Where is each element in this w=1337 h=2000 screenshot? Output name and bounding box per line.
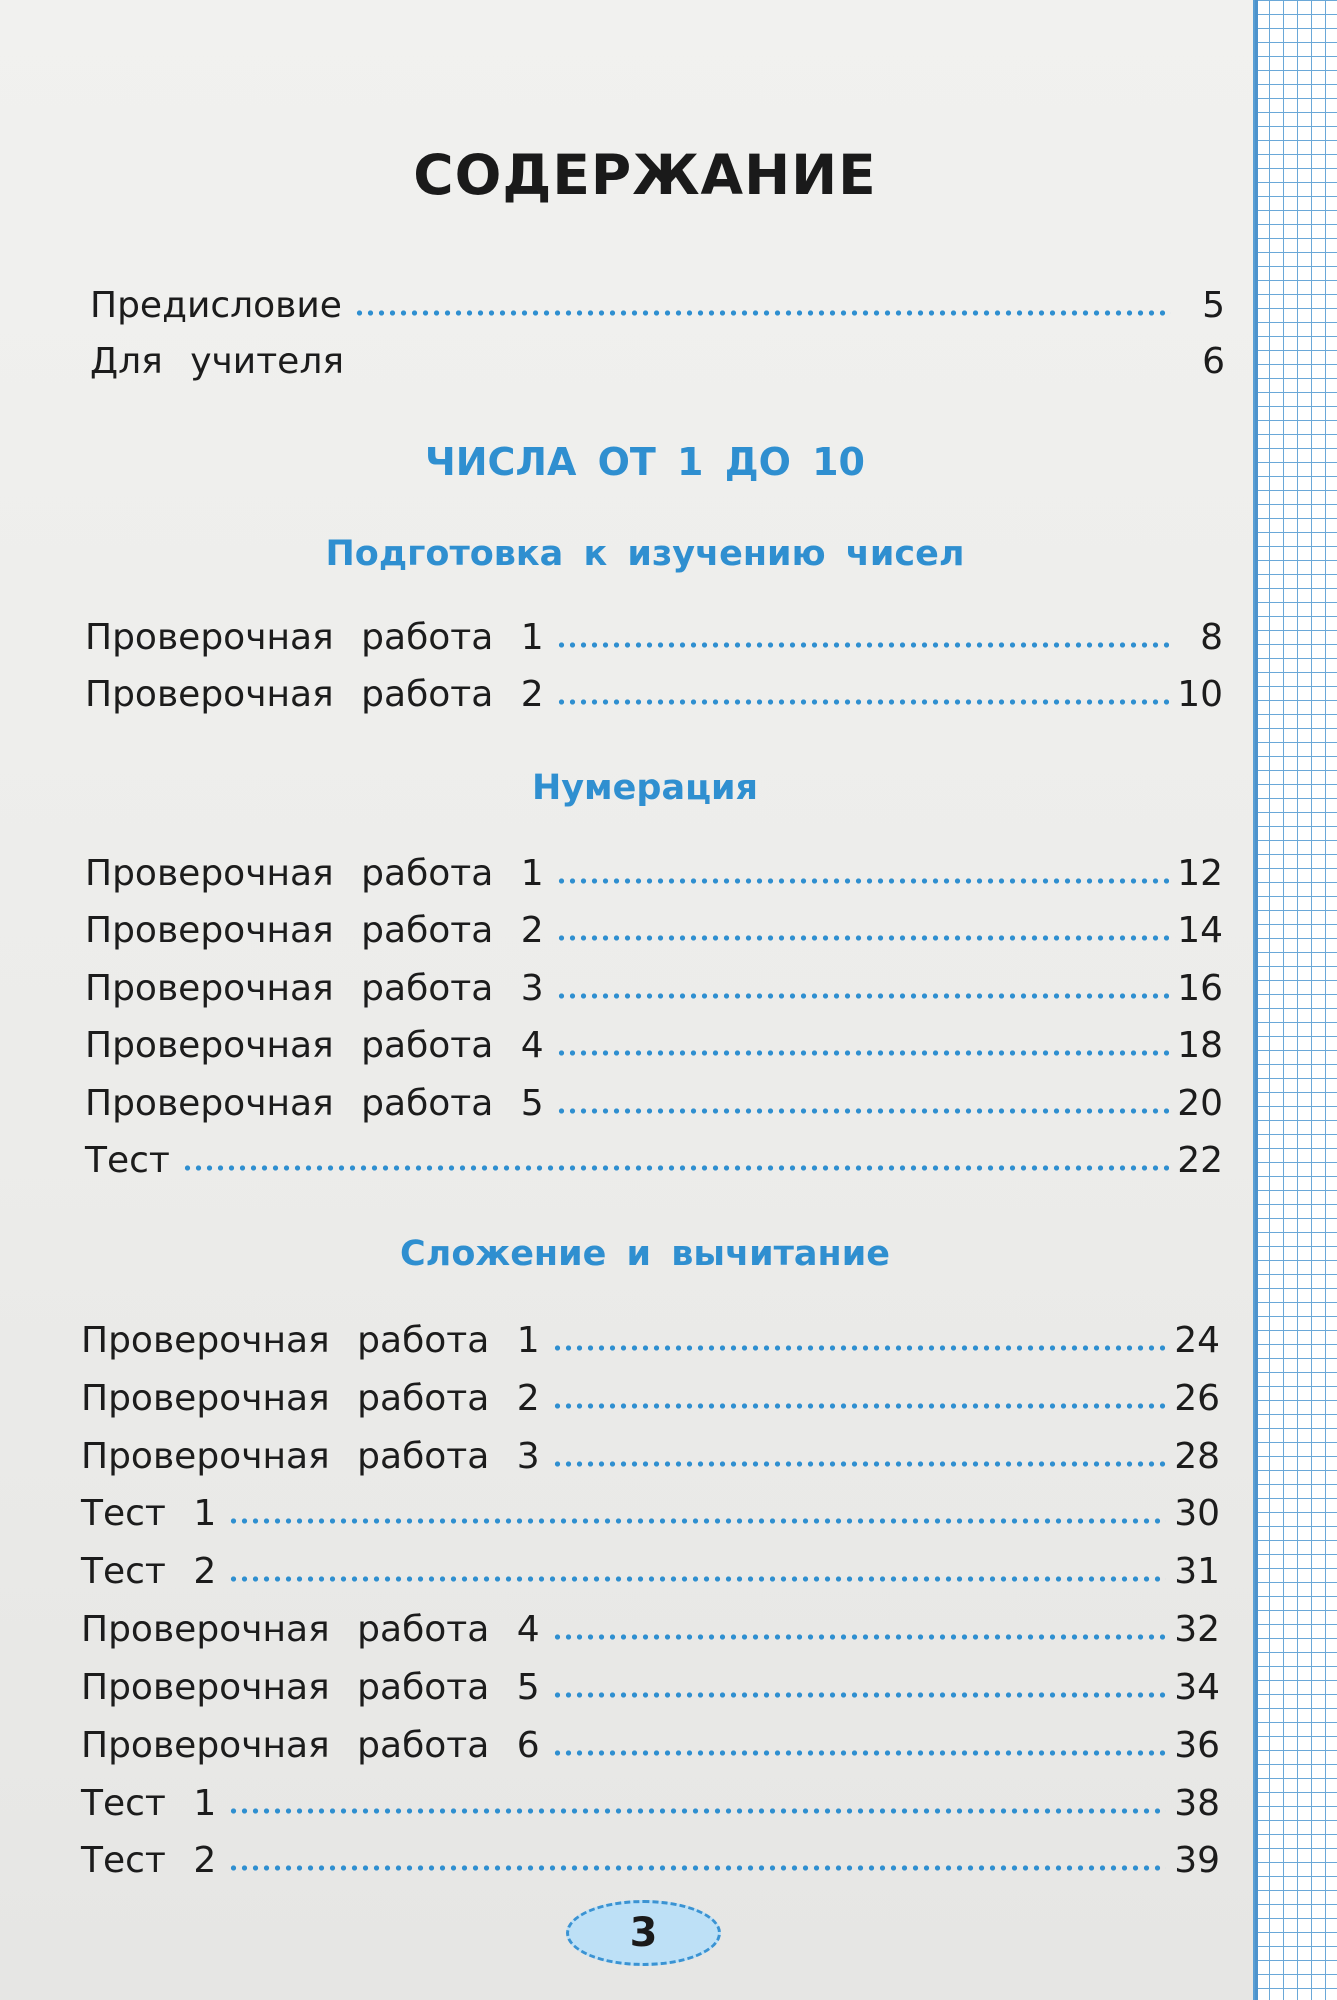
toc-entry-page: 38 <box>1174 1783 1220 1824</box>
toc-entry-page: 10 <box>1177 674 1223 715</box>
toc-entry[interactable] <box>85 615 1223 661</box>
toc-entry-label: Проверочная работа 1 <box>85 617 544 658</box>
dot-leader <box>552 1345 1166 1351</box>
page-number-badge <box>566 1900 721 1966</box>
toc-entry-label: Тест 2 <box>81 1840 217 1881</box>
toc-entry-page: 20 <box>1177 1083 1223 1124</box>
toc-entry[interactable] <box>90 339 1225 385</box>
dot-leader <box>228 1808 1166 1814</box>
toc-entry[interactable] <box>85 851 1223 897</box>
section-heading: Подготовка к изучению чисел <box>325 534 965 574</box>
toc-entry[interactable] <box>81 1376 1220 1422</box>
dot-leader <box>228 1518 1166 1524</box>
toc-entry-page: 31 <box>1174 1551 1220 1592</box>
dot-leader <box>552 1461 1166 1467</box>
toc-entry-label: Проверочная работа 1 <box>85 853 544 894</box>
toc-entry-label: Проверочная работа 6 <box>81 1725 540 1766</box>
dot-leader <box>556 993 1169 999</box>
dot-leader <box>552 1634 1166 1640</box>
toc-entry-label: Проверочная работа 3 <box>81 1436 540 1477</box>
toc-entry-label: Тест 2 <box>81 1551 217 1592</box>
toc-entry-label: Проверочная работа 1 <box>81 1320 540 1361</box>
toc-entry-label: Тест 1 <box>81 1493 217 1534</box>
toc-entry-page: 30 <box>1174 1493 1220 1534</box>
toc-entry-page: 26 <box>1174 1378 1220 1419</box>
dot-leader <box>556 878 1169 884</box>
dot-leader <box>552 1750 1166 1756</box>
toc-entry-page: 12 <box>1177 853 1223 894</box>
toc-entry-label: Тест 1 <box>81 1783 217 1824</box>
dot-leader <box>552 1403 1166 1409</box>
dot-leader <box>556 935 1169 941</box>
toc-entry[interactable] <box>85 1138 1223 1184</box>
toc-entry[interactable] <box>85 966 1223 1012</box>
dot-leader <box>182 1165 1169 1171</box>
toc-entry[interactable] <box>81 1607 1220 1653</box>
toc-entry[interactable] <box>85 672 1223 718</box>
toc-entry-label: Проверочная работа 2 <box>85 910 544 951</box>
toc-entry-label: Тест <box>85 1140 170 1181</box>
toc-entry[interactable] <box>81 1838 1220 1884</box>
toc-entry-page: 36 <box>1174 1725 1220 1766</box>
toc-entry-page: 18 <box>1177 1025 1223 1066</box>
toc-entry-page: 16 <box>1177 968 1223 1009</box>
toc-entry-label: Проверочная работа 4 <box>85 1025 544 1066</box>
graph-paper-margin <box>1253 0 1337 2000</box>
toc-entry-page: 8 <box>1200 617 1223 658</box>
dot-leader <box>556 699 1169 705</box>
toc-entry[interactable] <box>90 283 1225 329</box>
toc-entry-label: Проверочная работа 2 <box>85 674 544 715</box>
toc-entry-page: 22 <box>1177 1140 1223 1181</box>
toc-entry-page: 39 <box>1174 1840 1220 1881</box>
toc-entry[interactable] <box>81 1434 1220 1480</box>
page-title: СОДЕРЖАНИЕ <box>413 143 877 207</box>
toc-entry[interactable] <box>85 1081 1223 1127</box>
toc-entry-label: Проверочная работа 2 <box>81 1378 540 1419</box>
section-heading: Сложение и вычитание <box>400 1234 890 1274</box>
dot-leader <box>228 1865 1166 1871</box>
dot-leader <box>354 310 1171 316</box>
dot-leader <box>228 1576 1166 1582</box>
toc-entry-page: 32 <box>1174 1609 1220 1650</box>
toc-entry[interactable] <box>81 1491 1220 1537</box>
toc-entry[interactable] <box>85 1023 1223 1069</box>
section-heading: Нумерация <box>531 768 759 808</box>
toc-entry-label: Проверочная работа 3 <box>85 968 544 1009</box>
toc-entry[interactable] <box>81 1665 1220 1711</box>
toc-entry[interactable] <box>81 1781 1220 1827</box>
toc-entry-label: Проверочная работа 4 <box>81 1609 540 1650</box>
toc-entry-page: 6 <box>1202 341 1225 382</box>
toc-entry-label: Для учителя <box>90 341 344 382</box>
toc-entry-page: 34 <box>1174 1667 1220 1708</box>
toc-entry-label: Проверочная работа 5 <box>81 1667 540 1708</box>
dot-leader <box>556 1108 1169 1114</box>
dot-leader <box>556 642 1169 648</box>
toc-entry[interactable] <box>81 1549 1220 1595</box>
toc-entry[interactable] <box>81 1318 1220 1364</box>
dot-leader <box>552 1692 1166 1698</box>
part-heading: ЧИСЛА ОТ 1 ДО 10 <box>425 440 865 484</box>
toc-entry-page: 5 <box>1202 285 1225 326</box>
toc-entry[interactable] <box>85 908 1223 954</box>
toc-entry[interactable] <box>81 1723 1220 1769</box>
toc-entry-label: Предисловие <box>90 285 342 326</box>
page-number: 3 <box>629 1910 658 1956</box>
toc-entry-page: 28 <box>1174 1436 1220 1477</box>
toc-entry-page: 14 <box>1177 910 1223 951</box>
dot-leader <box>556 1050 1169 1056</box>
toc-entry-label: Проверочная работа 5 <box>85 1083 544 1124</box>
toc-entry-page: 24 <box>1174 1320 1220 1361</box>
